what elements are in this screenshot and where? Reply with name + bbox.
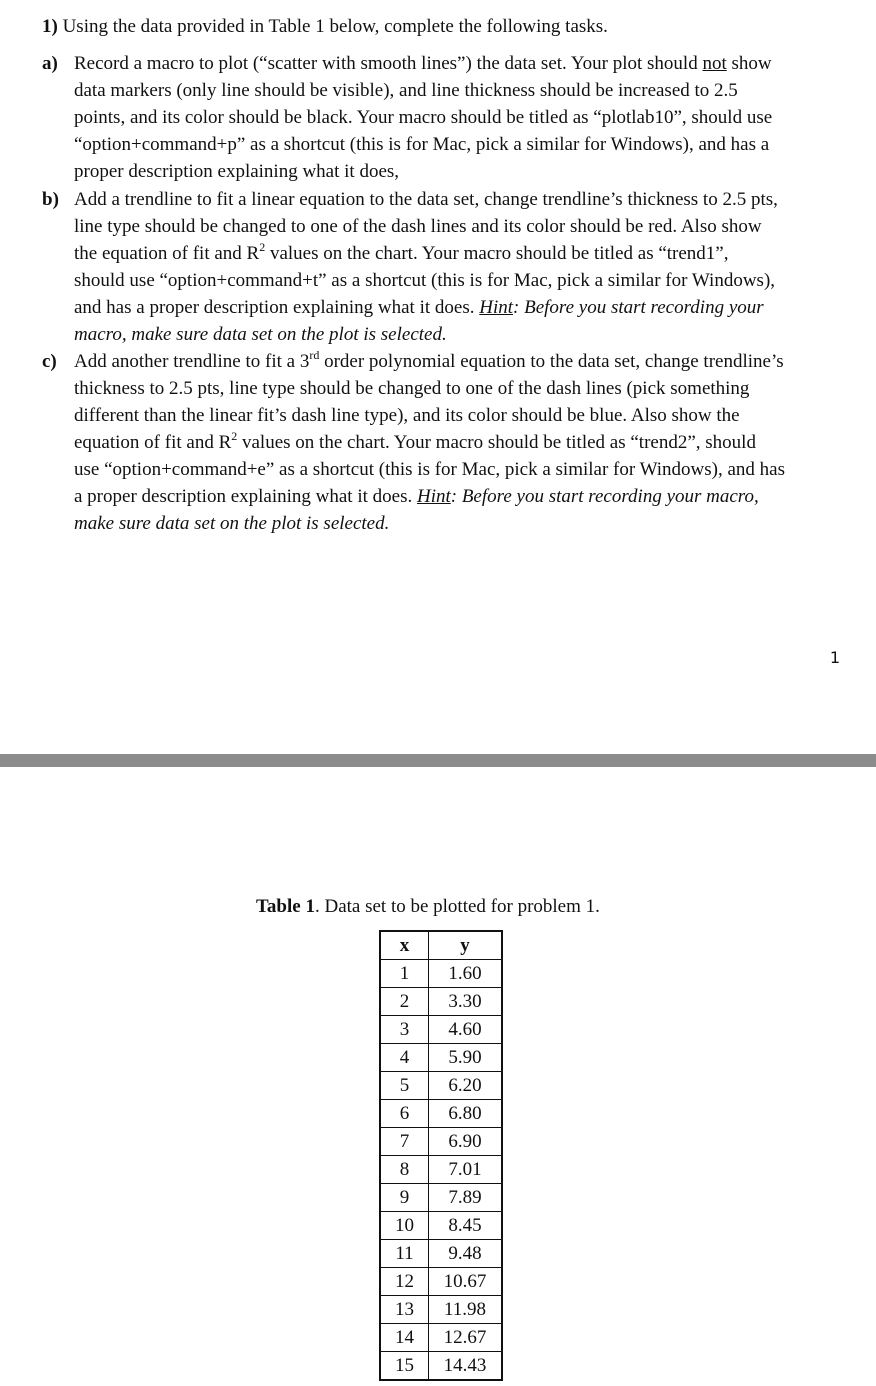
cell-y: 6.80 xyxy=(429,1100,503,1128)
task-b-line-3 xyxy=(74,240,842,267)
table-row xyxy=(380,1240,502,1268)
task-a-line-1-text: Record a macro to plot (“scatter with smooth lines”) the data set. Your plot should xyxy=(74,53,703,74)
task-b-line-4: should use “option+command+t” as a shortcut (this is for Mac, pick a similar for Windows), xyxy=(74,270,776,291)
task-b-line-2: line type should be changed to one of the dash lines and its color should be red. Also show xyxy=(74,216,762,237)
task-b xyxy=(42,186,842,348)
cell-y: 14.43 xyxy=(429,1352,503,1381)
cell-y: 6.90 xyxy=(429,1128,503,1156)
table-row xyxy=(380,1100,502,1128)
cell-x: 12 xyxy=(380,1268,429,1296)
task-b-hint-text: : Before you start recording your xyxy=(513,297,764,318)
task-c-line-2: thickness to 2.5 pts, line type should be changed to one of the dash lines (pick something xyxy=(74,378,750,399)
question-intro: Using the data provided in Table 1 below, complete the following tasks. xyxy=(62,16,608,37)
task-b-line-3-text: the equation of fit and R xyxy=(74,243,260,264)
task-a-line-5: proper description explaining what it does, xyxy=(74,161,400,182)
cell-y: 12.67 xyxy=(429,1324,503,1352)
task-b-line-5 xyxy=(74,294,842,321)
cell-x: 7 xyxy=(380,1128,429,1156)
cell-y: 1.60 xyxy=(429,960,503,988)
cell-x: 11 xyxy=(380,1240,429,1268)
cell-x: 2 xyxy=(380,988,429,1016)
cell-y: 6.20 xyxy=(429,1072,503,1100)
task-b-line-3-end: values on the chart. Your macro should be titled as “trend1”, xyxy=(265,243,729,264)
task-a-line-2: data markers (only line should be visible), and line thickness should be increased to 2.5 xyxy=(74,80,738,101)
task-c-line-5: use “option+command+e” as a shortcut (this is for Mac, pick a similar for Windows), and has xyxy=(74,459,786,480)
task-a-line-1 xyxy=(74,50,842,77)
cell-y: 8.45 xyxy=(429,1212,503,1240)
task-b-superscript: 2 xyxy=(259,240,266,254)
task-c-line-1-text: Add another trendline to fit a 3 xyxy=(74,351,310,372)
task-a-line-3: points, and its color should be black. Your macro should be titled as “plotlab10”, should use xyxy=(74,107,773,128)
task-c-line-1-end: order polynomial equation to the data set, change trendline’s xyxy=(319,351,784,372)
task-c-line-3: different than the linear fit’s dash line type), and its color should be blue. Also show the xyxy=(74,405,740,426)
task-a-line-4: “option+command+p” as a shortcut (this is for Mac, pick a similar for Windows), and has a xyxy=(74,134,770,155)
task-c-line-1 xyxy=(74,348,842,375)
page-number: 1 xyxy=(829,648,840,667)
cell-x: 6 xyxy=(380,1100,429,1128)
cell-x: 3 xyxy=(380,1016,429,1044)
cell-x: 5 xyxy=(380,1072,429,1100)
cell-x: 4 xyxy=(380,1044,429,1072)
cell-y: 7.01 xyxy=(429,1156,503,1184)
task-a-line-1-end: show xyxy=(726,53,772,74)
table-row xyxy=(380,960,502,988)
task-c-superscript-rd: rd xyxy=(309,348,320,362)
task-c-line-4 xyxy=(74,429,842,456)
task-b-letter: b) xyxy=(42,189,59,210)
cell-x: 1 xyxy=(380,960,429,988)
task-c-line-7: make sure data set on the plot is selected. xyxy=(74,513,390,534)
data-table xyxy=(379,930,503,1381)
table-header-row xyxy=(380,931,502,960)
table-row xyxy=(380,988,502,1016)
cell-y: 5.90 xyxy=(429,1044,503,1072)
task-b-hint-label: Hint xyxy=(479,297,514,318)
cell-y: 10.67 xyxy=(429,1268,503,1296)
table-row xyxy=(380,1156,502,1184)
table-row xyxy=(380,1016,502,1044)
cell-y: 3.30 xyxy=(429,988,503,1016)
cell-y: 11.98 xyxy=(429,1296,503,1324)
question-heading xyxy=(42,14,608,40)
task-c-line-4-end: values on the chart. Your macro should be titled as “trend2”, should xyxy=(237,432,756,453)
header-x: x xyxy=(380,931,429,960)
cell-x: 8 xyxy=(380,1156,429,1184)
question-number: 1) xyxy=(42,16,58,37)
table-row xyxy=(380,1352,502,1381)
cell-x: 13 xyxy=(380,1296,429,1324)
cell-y: 9.48 xyxy=(429,1240,503,1268)
task-b-line-5-text: and has a proper description explaining what it does. xyxy=(74,297,480,318)
cell-x: 9 xyxy=(380,1184,429,1212)
task-b-line-6: macro, make sure data set on the plot is selected. xyxy=(74,324,447,345)
cell-x: 15 xyxy=(380,1352,429,1381)
table-caption-text: . Data set to be plotted for problem 1. xyxy=(314,896,600,917)
task-a xyxy=(42,50,842,185)
task-c-line-4-text: equation of fit and R xyxy=(74,432,232,453)
table-body xyxy=(380,960,502,1381)
task-c-letter: c) xyxy=(42,351,57,372)
table-row xyxy=(380,1072,502,1100)
cell-x: 10 xyxy=(380,1212,429,1240)
task-c-hint-label: Hint xyxy=(416,486,451,507)
table-row xyxy=(380,1268,502,1296)
table-row xyxy=(380,1212,502,1240)
table-caption-label: Table 1 xyxy=(256,896,315,917)
task-a-underlined-not: not xyxy=(702,53,727,74)
cell-x: 14 xyxy=(380,1324,429,1352)
task-a-letter: a) xyxy=(42,53,58,74)
task-c-superscript-2: 2 xyxy=(231,429,238,443)
table-row xyxy=(380,1324,502,1352)
task-c-hint-text: : Before you start recording your macro, xyxy=(450,486,759,507)
task-c-line-6-text: a proper description explaining what it does. xyxy=(74,486,417,507)
table-row xyxy=(380,1296,502,1324)
cell-y: 7.89 xyxy=(429,1184,503,1212)
table-row xyxy=(380,1044,502,1072)
header-y: y xyxy=(429,931,503,960)
page-separator xyxy=(0,754,876,767)
cell-y: 4.60 xyxy=(429,1016,503,1044)
task-c-line-6 xyxy=(74,483,842,510)
table-caption xyxy=(256,894,600,920)
table-row xyxy=(380,1184,502,1212)
task-c xyxy=(42,348,842,537)
task-b-line-1: Add a trendline to fit a linear equation to the data set, change trendline’s thickness to 2.5 pts, xyxy=(74,189,778,210)
table-row xyxy=(380,1128,502,1156)
